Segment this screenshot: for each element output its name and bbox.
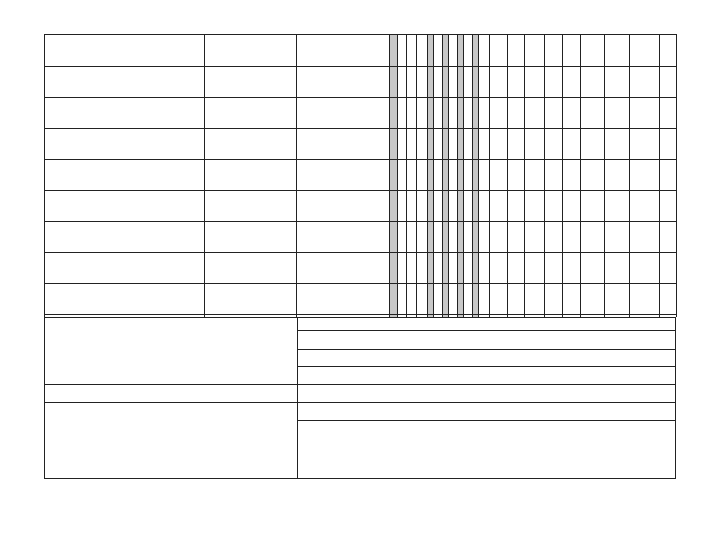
column-divider [507,34,508,317]
column-divider [472,34,473,317]
column-divider [442,34,443,317]
note-row-divider [297,402,676,403]
column-divider [406,34,407,317]
matrix-column-shade [389,34,397,317]
note-row-divider [297,330,676,331]
symbology-top-border [44,384,297,385]
note-row-divider [297,420,676,421]
row-divider [44,283,676,284]
column-divider [416,34,417,317]
column-divider [44,34,45,317]
column-divider [463,34,464,317]
note-row-divider [297,366,676,367]
column-divider [604,34,605,317]
column-divider [489,34,490,317]
column-divider [676,34,677,317]
column-divider [544,34,545,317]
column-divider [397,34,398,317]
notes-left-border [297,317,298,478]
column-divider [448,34,449,317]
column-divider [562,34,563,317]
column-divider [478,34,479,317]
column-divider [629,34,630,317]
row-divider [44,252,676,253]
row-divider [44,97,676,98]
column-divider [389,34,390,317]
note-row-divider [297,384,676,385]
row-divider [44,221,676,222]
row-divider [44,34,676,35]
row-divider [44,159,676,160]
symbology-title-divider [44,402,297,403]
cause-effect-matrix [44,34,676,478]
notes-bottom-border [44,478,676,479]
column-divider [659,34,660,317]
column-divider [457,34,458,317]
sheet-left-border [44,317,45,478]
column-divider [524,34,525,317]
row-divider [44,66,676,67]
notes-right-border [675,317,676,478]
column-divider [433,34,434,317]
row-divider [44,190,676,191]
note-row-divider [297,349,676,350]
column-divider [296,34,297,317]
row-divider [44,128,676,129]
row-divider [44,314,676,315]
column-divider [204,34,205,317]
column-divider [580,34,581,317]
row-divider [44,317,676,318]
column-divider [427,34,428,317]
